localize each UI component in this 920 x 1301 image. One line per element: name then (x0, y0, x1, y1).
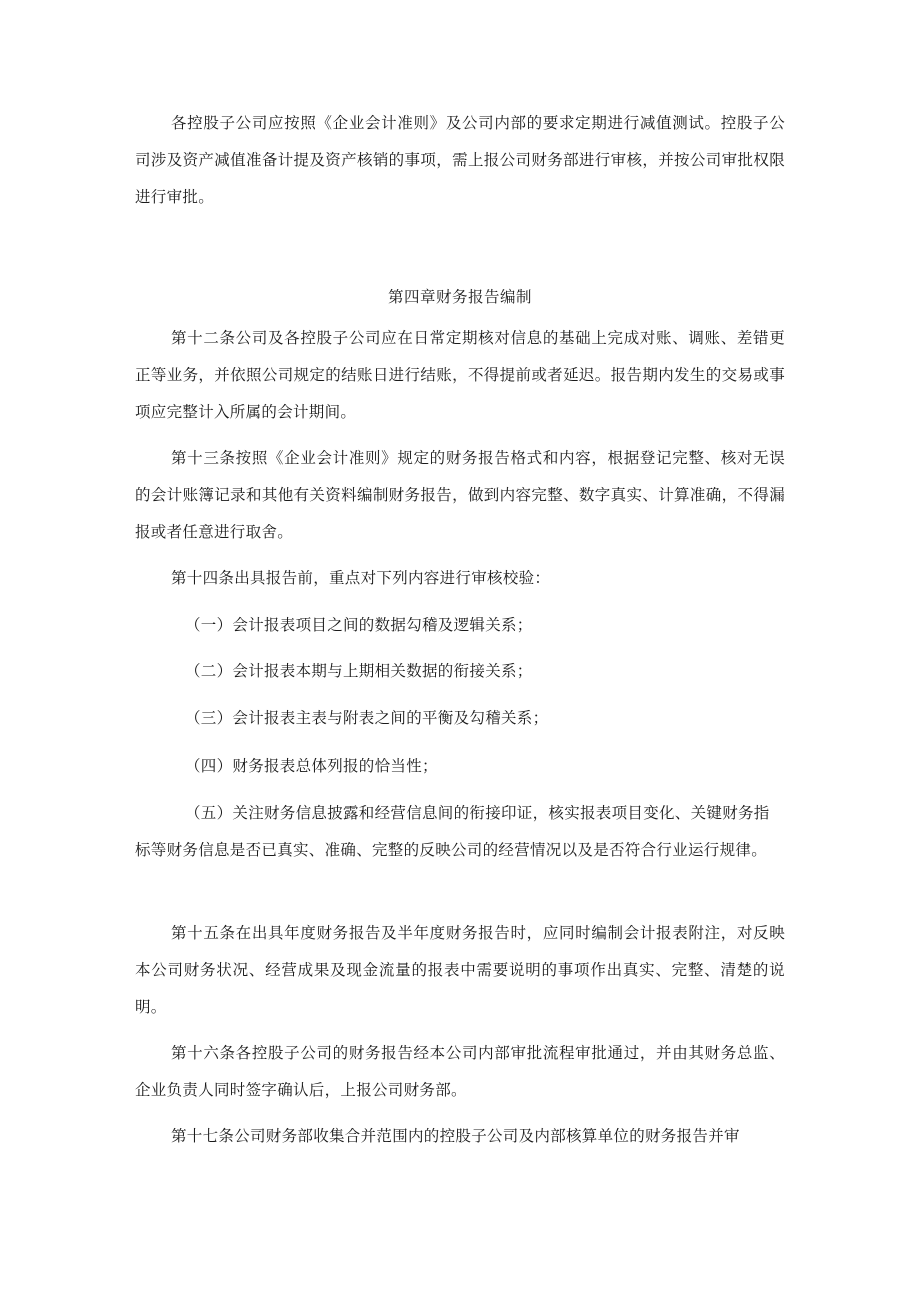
article-15: 第十五条在出具年度财务报告及半年度财务报告时，应同时编制会计报表附注，对反映本公司财务状况、经营成果及现金流量的报表中需要说明的事项作出真实、完整、清楚的说明。 (135, 924, 785, 1016)
paragraph-impairment-test: 各控股子公司应按照《企业会计准则》及公司内部的要求定期进行减值测试。控股子公司涉及资产减值准备计提及资产核销的事项，需上报公司财务部进行审核，并按公司审批权限进行审批。 (135, 114, 785, 206)
list-item-2: （二）会计报表本期与上期相关数据的衔接关系； (185, 662, 533, 680)
chapter-heading: 第四章财务报告编制 (387, 288, 532, 306)
list-item-5: （五）关注财务信息披露和经营信息间的衔接印证，核实报表项目变化、关键财务指标等财务信息是否已真实、准确、完整的反映公司的经营情况以及是否符合行业运行规律。 (135, 804, 770, 859)
list-item-4: （四）财务报表总体列报的恰当性； (185, 757, 438, 775)
list-item-1: （一）会计报表项目之间的数据勾稽及逻辑关系； (185, 616, 533, 634)
article-17: 第十七条公司财务部收集合并范围内的控股子公司及内部核算单位的财务报告并审 (171, 1127, 740, 1145)
article-14: 第十四条出具报告前，重点对下列内容进行审核校验： (171, 569, 551, 587)
article-12: 第十二条公司及各控股子公司应在日常定期核对信息的基础上完成对账、调账、差错更正等业务，并依照公司规定的结账日进行结账，不得提前或者延迟。报告期内发生的交易或事项应完整计入所属的会计期间。 (135, 329, 785, 421)
list-item-3: （三）会计报表主表与附表之间的平衡及勾稽关系； (185, 709, 549, 727)
article-13: 第十三条按照《企业会计准则》规定的财务报告格式和内容，根据登记完整、核对无误的会计账簿记录和其他有关资料编制财务报告，做到内容完整、数字真实、计算准确，不得漏报或者任意进行取舍。 (135, 449, 785, 541)
article-16: 第十六条各控股子公司的财务报告经本公司内部审批流程审批通过，并由其财务总监、企业负责人同时签字确认后，上报公司财务部。 (135, 1044, 785, 1099)
